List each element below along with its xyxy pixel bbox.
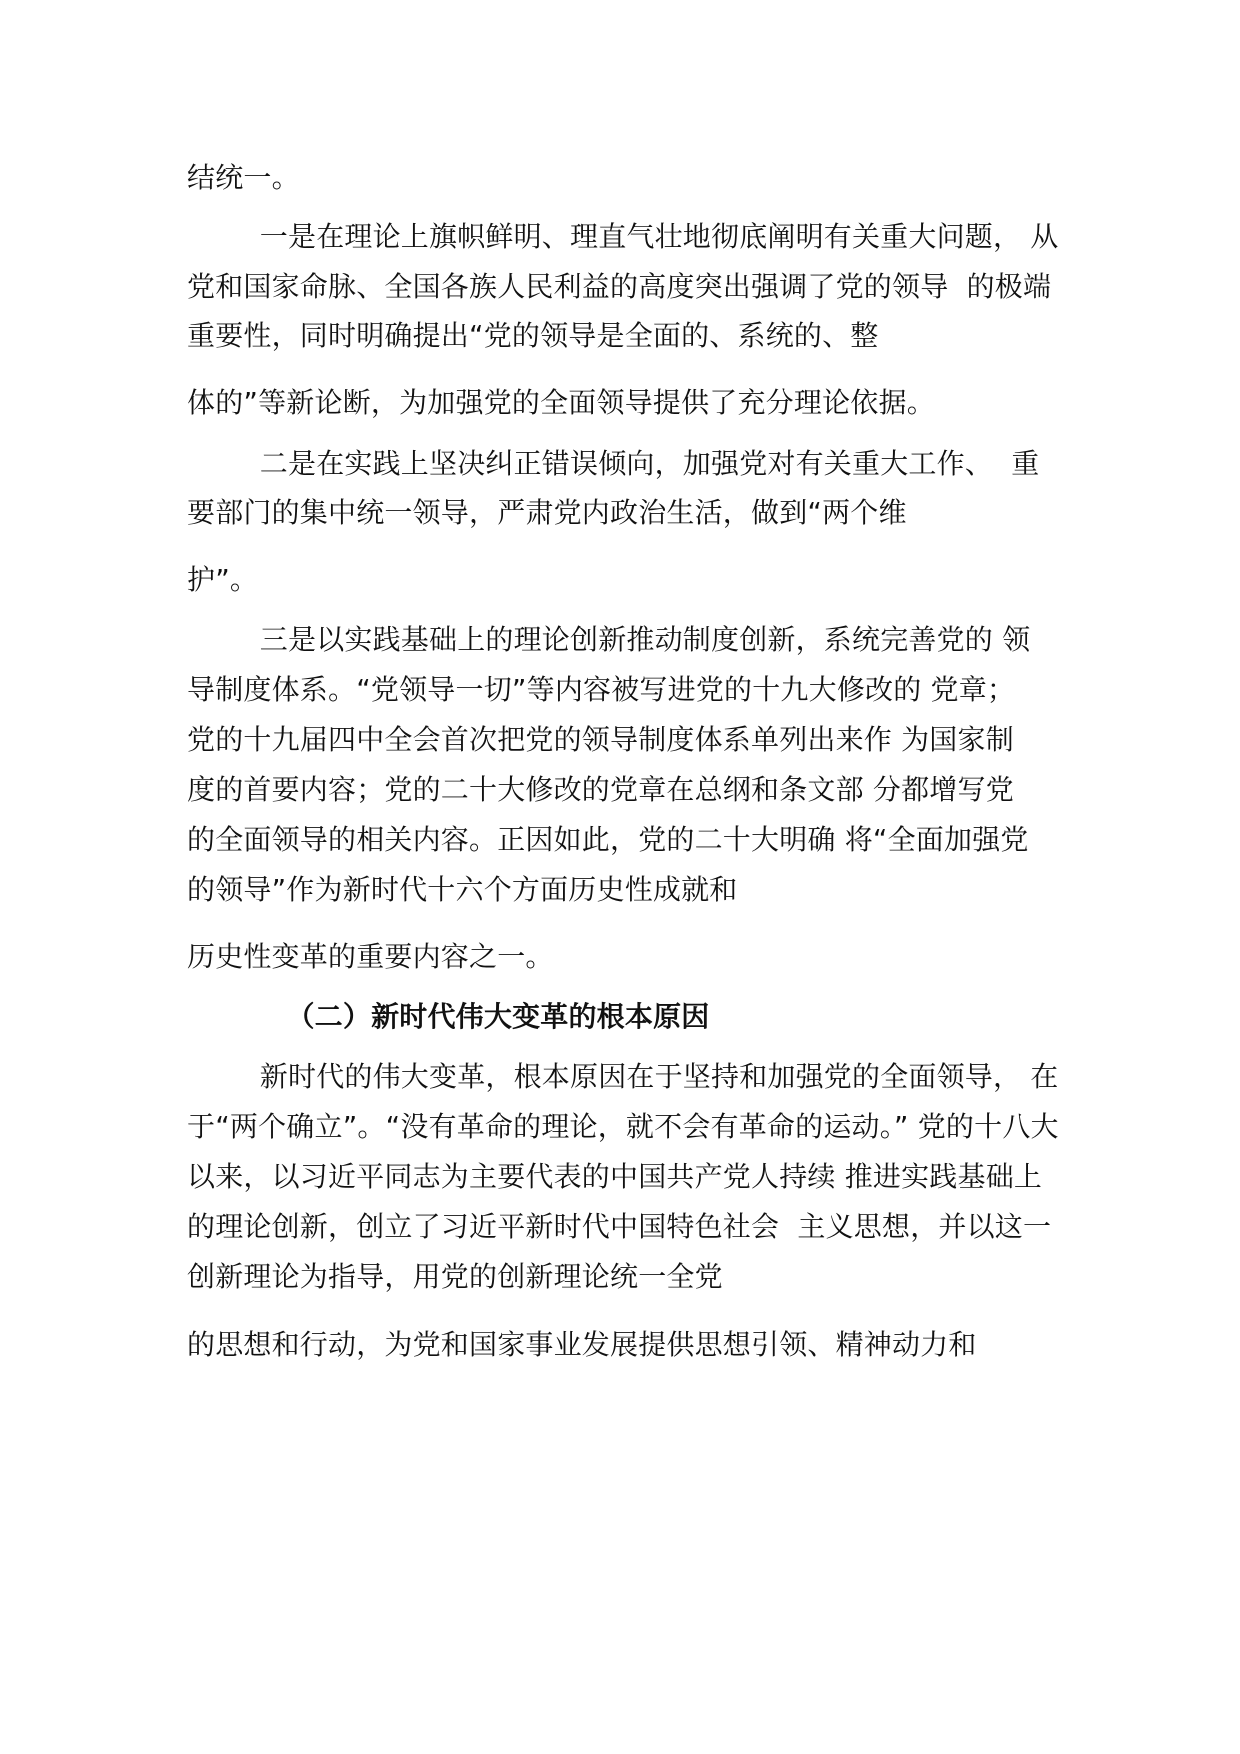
text-line: 结统一。 [187,161,300,194]
text-line: 护”。 [187,563,259,596]
text-line: 于“两个确立”。“没有革命的理论，就不会有革命的运动。” 党的十八大 [187,1110,1059,1143]
text-line: 历史性变革的重要内容之一。 [187,940,554,973]
text-line: 创新理论为指导，用党的创新理论统一全党 [187,1260,723,1293]
section-heading: （二）新时代伟大变革的根本原因 [187,1000,710,1033]
text-line: 的思想和行动，为党和国家事业发展提供思想引领、精神动力和 [187,1328,977,1361]
text-line: 体的”等新论断，为加强党的全面领导提供了充分理论依据。 [187,386,935,419]
text-line: 党和国家命脉、全国各族人民利益的高度突出强调了党的领导 的极端 [187,270,1052,303]
text-line: 度的首要内容；党的二十大修改的党章在总纲和条文部 分都增写党 [187,773,1014,806]
text-line: 重要性，同时明确提出“党的领导是全面的、系统的、整 [187,319,879,352]
text-line: 导制度体系。“党领导一切”等内容被写进党的十九大修改的 党章； [187,673,1016,706]
text-line: 三是以实践基础上的理论创新推动制度创新，系统完善党的 领 [187,623,1031,656]
text-line: 的全面领导的相关内容。正因如此，党的二十大明确 将“全面加强党 [187,823,1029,856]
text-line: 的领导”作为新时代十六个方面历史性成就和 [187,873,738,906]
text-line: 一是在理论上旗帜鲜明、理直气壮地彻底阐明有关重大问题， 从 [187,220,1059,253]
text-line: 二是在实践上坚决纠正错误倾向，加强党对有关重大工作、 重 [187,447,1040,480]
text-line: 新时代的伟大变革，根本原因在于坚持和加强党的全面领导， 在 [187,1060,1059,1093]
text-line: 以来，以习近平同志为主要代表的中国共产党人持续 推进实践基础上 [187,1160,1043,1193]
text-line: 党的十九届四中全会首次把党的领导制度体系单列出来作 为国家制 [187,723,1014,756]
text-line: 的理论创新，创立了习近平新时代中国特色社会 主义思想，并以这一 [187,1210,1052,1243]
text-line: 要部门的集中统一领导，严肃党内政治生活，做到“两个维 [187,496,907,529]
